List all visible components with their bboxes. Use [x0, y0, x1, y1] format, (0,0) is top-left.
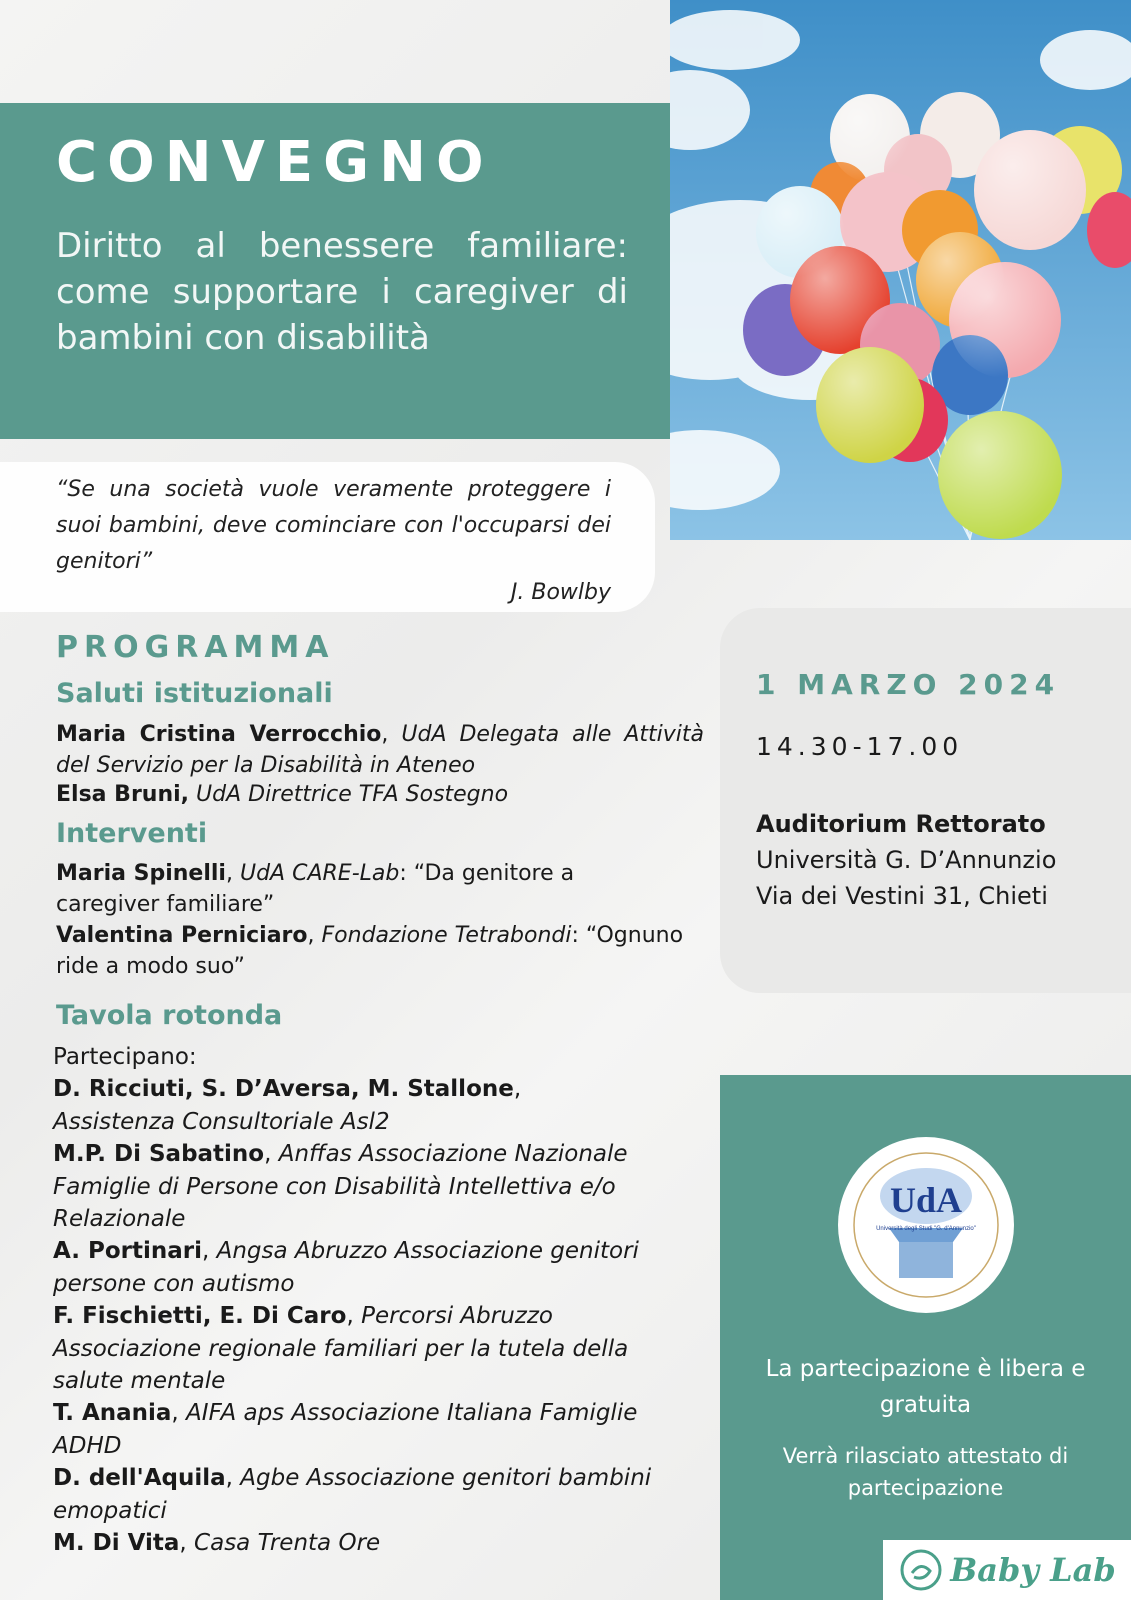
- interventi-entry: Maria Spinelli, UdA CARE-Lab: “Da genitore a caregiver familiare”: [56, 861, 575, 917]
- participant-org: Casa Trenta Ore: [194, 1530, 381, 1557]
- speaker-role: Fondazione Tetrabondi: [321, 923, 572, 948]
- tavola-entry: M.P. Di Sabatino, Anffas Associazione Nazionale Famiglie di Persone con Disabilità Intellettiva e/o Relazionale: [53, 1141, 628, 1233]
- participant-name: F. Fischietti, E. Di Caro: [53, 1303, 347, 1330]
- uda-logo-icon: [851, 1150, 1001, 1300]
- speaker-name: Elsa Bruni,: [56, 782, 190, 807]
- baby-icon: [898, 1547, 944, 1593]
- uda-logo: [838, 1137, 1014, 1313]
- talk-title: : “Ognuno ride a modo suo”: [56, 923, 684, 979]
- saluti-entry: [56, 779, 704, 810]
- uda-logo-ring-text: Università degli Studi "G. d'Annunzio": [876, 1226, 976, 1232]
- tavola-entry: T. Anania, AIFA aps Associazione Italiana Famiglie ADHD: [53, 1400, 638, 1459]
- interventi-entry: Valentina Perniciaro, Fondazione Tetrabondi: “Ognuno ride a modo suo”: [56, 923, 684, 979]
- balloons-photo: [670, 0, 1131, 540]
- participant-org: AIFA aps Associazione Italiana Famiglie ADHD: [53, 1400, 638, 1459]
- participation-info: La partecipazione è libera e gratuita: [765, 1356, 1086, 1418]
- participant-org: Assistenza Consultoriale Asl2: [53, 1108, 390, 1135]
- uda-logo-text: UdA: [889, 1180, 963, 1220]
- info-box: [720, 1075, 1131, 1600]
- balloons-image: [670, 0, 1131, 540]
- tavola-entry: D. dell'Aquila, Agbe Associazione genitori bambini emopatici: [53, 1465, 652, 1524]
- babylab-text: Baby Lab: [950, 1551, 1116, 1589]
- speaker-name: Maria Spinelli: [56, 861, 226, 886]
- event-details-box: [720, 608, 1131, 993]
- participant-name: D. dell'Aquila: [53, 1465, 226, 1492]
- page-subtitle: Diritto al benessere familiare: come supportare i caregiver di bambini con disabilità: [56, 226, 628, 358]
- page-title: CONVEGNO: [56, 130, 494, 195]
- speaker-role: UdA Delegata alle Attività del Servizio per la Disabilità in Ateneo: [56, 722, 704, 778]
- tavola-intro: Partecipano:: [53, 1044, 197, 1070]
- event-time: 14.30-17.00: [756, 732, 964, 761]
- tavola-entry: A. Portinari, Angsa Abruzzo Associazione genitori persone con autismo: [53, 1238, 639, 1297]
- header-banner: [0, 103, 670, 439]
- quote-box: [0, 462, 655, 612]
- speaker-name: Valentina Perniciaro: [56, 923, 308, 948]
- participant-name: T. Anania: [53, 1400, 172, 1427]
- programma-heading: PROGRAMMA: [56, 630, 335, 665]
- participant-org: Anffas Associazione Nazionale Famiglie di Persone con Disabilità Intellettiva e/o Relazionale: [53, 1141, 628, 1233]
- tavola-list: [53, 1041, 693, 1560]
- event-venue: Auditorium Rettorato: [756, 810, 1046, 838]
- tavola-entry: F. Fischietti, E. Di Caro, Percorsi Abruzzo Associazione regionale familiari per la tutela della salute mentale: [53, 1303, 629, 1395]
- participant-org: Agbe Associazione genitori bambini emopatici: [53, 1465, 652, 1524]
- babylab-logo: [883, 1540, 1131, 1600]
- venue-university: Università G. D’Annunzio: [756, 846, 1057, 874]
- participant-name: A. Portinari: [53, 1238, 202, 1265]
- speaker-role: UdA CARE-Lab: [239, 861, 400, 886]
- speaker-name: Maria Cristina Verrocchio: [56, 722, 382, 747]
- participant-name: M.P. Di Sabatino: [53, 1141, 265, 1168]
- venue-address: Via dei Vestini 31, Chieti: [756, 882, 1048, 910]
- tavola-entry: D. Ricciuti, S. D’Aversa, M. Stallone, Assistenza Consultoriale Asl2: [53, 1076, 522, 1135]
- certificate-info: Verrà rilasciato attestato di partecipazione: [782, 1444, 1069, 1500]
- participant-org: Percorsi Abruzzo Associazione regionale familiari per la tutela della salute mentale: [53, 1303, 629, 1395]
- saluti-entry: Maria Cristina Verrocchio, UdA Delegata alle Attività del Servizio per la Disabilità in Ateneo: [56, 722, 704, 778]
- saluti-title: Saluti istituzionali: [56, 678, 333, 709]
- quote-author: J. Bowlby: [510, 580, 611, 605]
- interventi-title: Interventi: [56, 818, 208, 849]
- participant-name: D. Ricciuti, S. D’Aversa, M. Stallone: [53, 1076, 514, 1103]
- participant-name: M. Di Vita: [53, 1530, 180, 1557]
- tavola-title: Tavola rotonda: [56, 1000, 283, 1031]
- tavola-entry: M. Di Vita, Casa Trenta Ore: [53, 1530, 381, 1557]
- speaker-role: UdA Direttrice TFA Sostegno: [196, 782, 509, 807]
- event-date: 1 MARZO 2024: [756, 668, 1061, 701]
- talk-title: : “Da genitore a caregiver familiare”: [56, 861, 575, 917]
- participant-org: Angsa Abruzzo Associazione genitori persone con autismo: [53, 1238, 639, 1297]
- quote-text: “Se una società vuole veramente proteggere i suoi bambini, deve cominciare con l'occuparsi dei genitori”: [56, 477, 611, 574]
